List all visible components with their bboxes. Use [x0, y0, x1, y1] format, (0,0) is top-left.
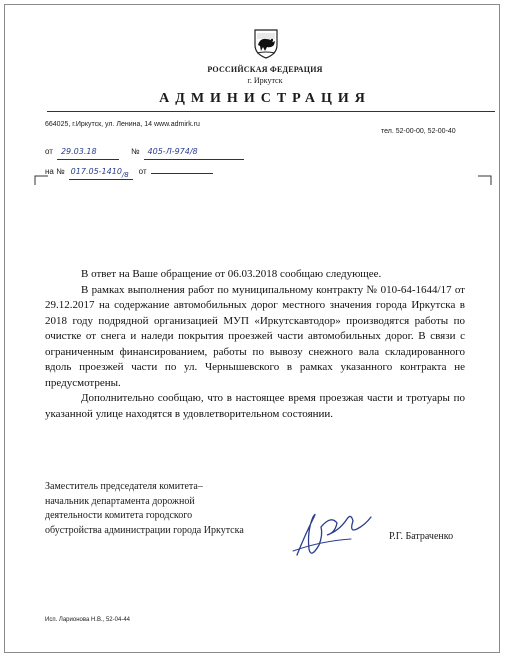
number-handwritten: 405-Л-974/8 [147, 147, 198, 156]
registration-date-row [45, 141, 244, 160]
ref-number-field [69, 161, 133, 180]
position-line: начальник департамента дорожной [45, 495, 195, 507]
country-name: РОССИЙСКАЯ ФЕДЕРАЦИЯ [207, 65, 323, 74]
address-line: 664025, г.Иркутск, ул. Ленина, 14 www.admirk.ru [45, 121, 200, 128]
letter-body [45, 267, 465, 422]
from-date-handwritten: 29.03.18 [60, 147, 97, 156]
position-line: Заместитель председателя комитета– [45, 481, 203, 492]
paragraph-contract: В рамках выполнения работ по муниципальному контракту № 010-64-1644/17 от 29.12.2017 на содержание автомобильных дорог местного значения города Иркутска в 2018 году подрядной организацией МУП «Иркутскавтодор» производятся работы по очистке от снега и наледи покрытия проезжей части автомобильных дорог. В связи с ограниченным финансированием, работы по вывозу снежного вала складированного вдоль проезжей части по ул. Чернышевского в рамках указанного контракта не предусмотрены. [45, 283, 465, 389]
ref-date-field [151, 173, 213, 174]
ref-suffix-handwritten: /8 [121, 171, 129, 179]
signatory-position [45, 480, 244, 538]
city-name: г. Иркутск [247, 76, 283, 85]
letter-page [4, 4, 500, 653]
number-label: № [130, 147, 140, 156]
from-date-field [57, 141, 119, 160]
corner-mark-left [34, 175, 48, 185]
city-coat-of-arms-icon [251, 27, 281, 59]
header-divider [47, 111, 495, 112]
from-label: от [45, 147, 53, 156]
ref-label: на № [45, 167, 65, 176]
ref-number-handwritten: 017.05-1410 [70, 167, 122, 176]
paragraph-additional: Дополнительно сообщаю, что в настоящее время проезжая части и тротуары по указанной улице находятся в удовлетворительном состоянии. [45, 392, 465, 420]
phone-line: тел. 52-00-00, 52-00-40 [381, 128, 456, 135]
position-line: обустройства администрации города Иркутска [45, 524, 244, 536]
handwritten-signature [291, 505, 377, 565]
executor-note: Исп. Ларионова Н.В., 52-04-44 [45, 617, 130, 623]
signer-name: Р.Г. Батраченко [389, 531, 454, 542]
position-line: деятельности комитета городского [45, 510, 193, 521]
paragraph-intro: В ответ на Ваше обращение от 06.03.2018 сообщаю следующее. [81, 268, 382, 280]
organization-title: АДМИНИСТРАЦИЯ [159, 91, 371, 106]
number-field [144, 141, 244, 160]
reference-row [45, 161, 213, 180]
ref-from-label: от [138, 167, 147, 176]
corner-mark-right [478, 175, 492, 185]
